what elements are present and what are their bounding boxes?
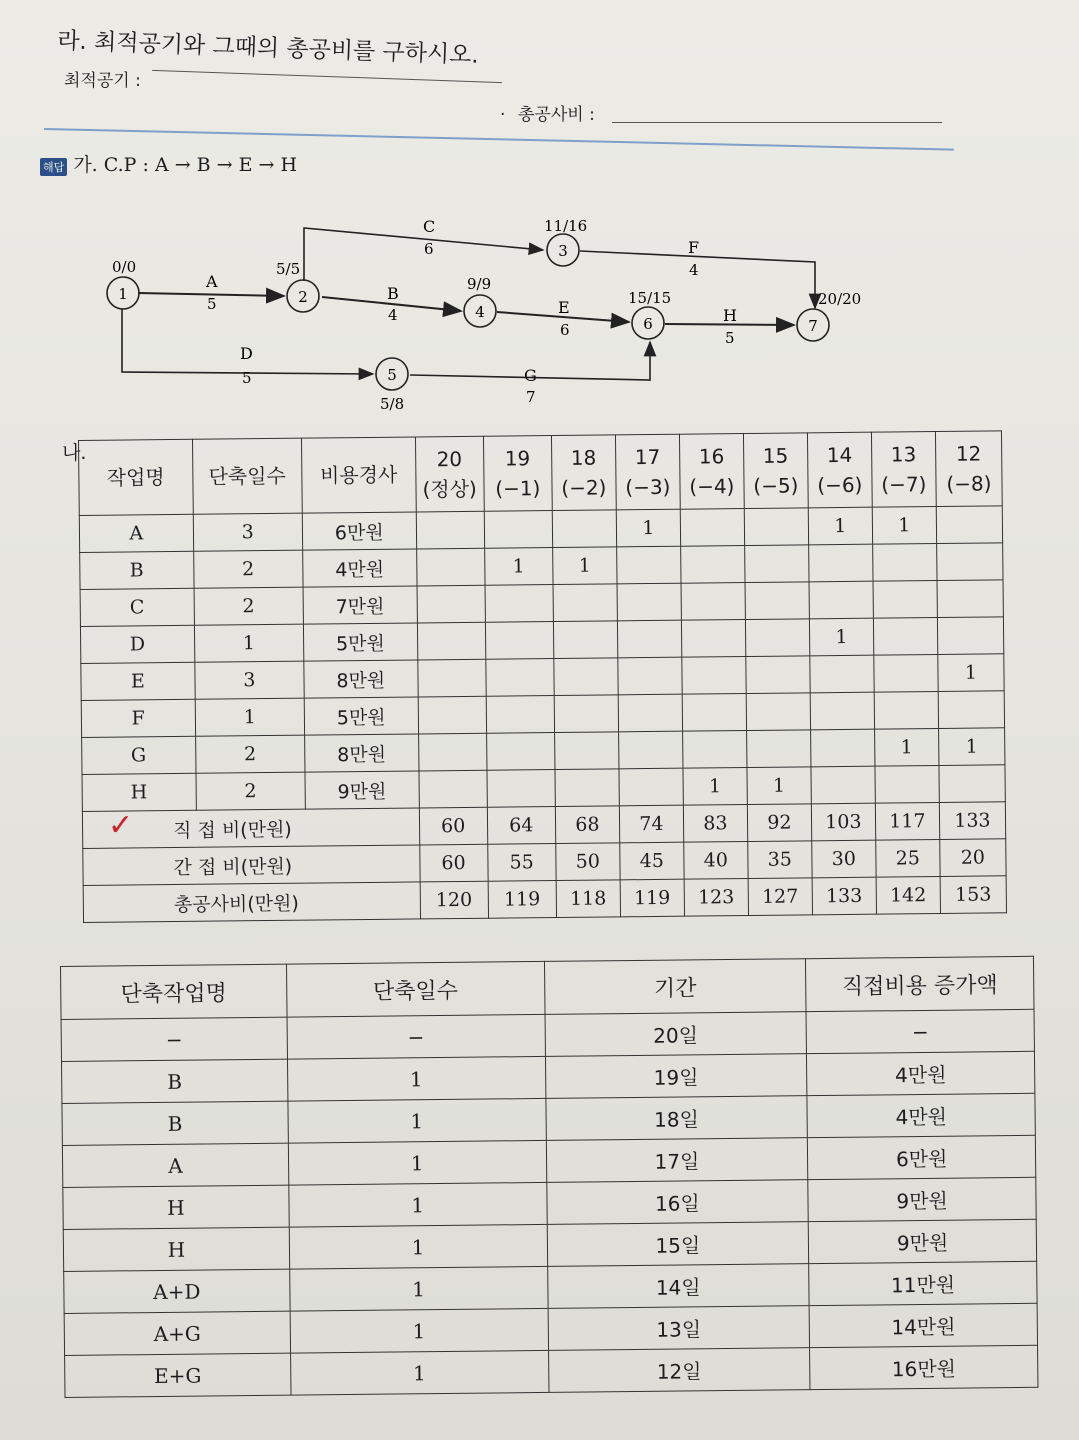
total-value-cell: 118 (556, 880, 620, 918)
crash-mark-cell (873, 618, 937, 656)
crash-task-cell: E+G (65, 1353, 291, 1397)
activity-f-duration: 4 (689, 261, 699, 279)
total-cost-label: 총공사비 : (518, 105, 595, 125)
crash-period-cell: 12일 (548, 1348, 810, 1393)
total-value-cell: 30 (812, 840, 876, 878)
total-value-cell: 64 (487, 807, 556, 845)
crash-period-cell: 17일 (546, 1138, 808, 1183)
crash-task-cell: B (62, 1101, 288, 1145)
crash-mark-cell (416, 511, 485, 549)
crash-mark-cell (484, 511, 553, 549)
crash-mark-cell (745, 582, 809, 620)
crash-days-cell: 2 (193, 550, 303, 588)
crash-task-cell: H (63, 1185, 289, 1229)
crash-task-cell: A+D (64, 1269, 290, 1313)
crash-mark-cell (417, 585, 486, 623)
total-value-cell: 60 (419, 807, 488, 845)
task-name-cell: E (81, 662, 195, 700)
crash-mark-cell (682, 657, 746, 695)
crash-mark-cell (746, 693, 810, 731)
crash-increase-cell: − (806, 1009, 1034, 1053)
node-3 (547, 234, 579, 266)
activity-g-duration: 7 (526, 388, 536, 406)
crash-days-cell: 1 (290, 1308, 548, 1353)
critical-path-text: C.P : A → B → E → H (103, 154, 298, 176)
crash-mark-cell (619, 768, 683, 806)
cost-slope-cell: 4만원 (303, 549, 417, 587)
network-diagram (0, 0, 1079, 430)
crash-task-cell: − (61, 1017, 287, 1061)
crash-mark-cell (937, 580, 1004, 618)
crash-mark-cell (744, 508, 808, 546)
crash-mark-cell: 1 (484, 548, 553, 586)
header-duration: 20 (정상) (415, 436, 484, 512)
crash-increase-cell: 16만원 (810, 1345, 1038, 1389)
crash-mark-cell (872, 544, 936, 582)
cost-table-header (79, 431, 1003, 516)
crash-mark-cell (554, 732, 618, 770)
total-row-label: 총공사비(만원) (83, 882, 420, 923)
crash-mark-cell (681, 620, 745, 658)
crash-mark-cell (617, 620, 681, 658)
node-6 (632, 307, 664, 339)
part-b-label: 나. (62, 442, 87, 464)
crash-mark-cell: 1 (872, 507, 936, 545)
crash-increase-cell: 11만원 (809, 1261, 1037, 1305)
activity-h-name: H (723, 306, 737, 325)
crash-mark-cell (681, 583, 745, 621)
cost-slope-cell: 8만원 (305, 734, 419, 772)
node-7 (797, 309, 829, 341)
total-value-cell: 40 (684, 842, 748, 880)
svg-text:4: 4 (475, 303, 485, 321)
edge-f (580, 251, 815, 308)
crash-mark-cell (555, 769, 619, 807)
crash-period-cell: 16일 (546, 1180, 808, 1225)
crash-days-cell: 1 (289, 1266, 547, 1311)
crash-period-cell: 19일 (545, 1054, 807, 1099)
crash-mark-cell (745, 619, 809, 657)
crash-mark-cell (937, 617, 1004, 655)
crash-days-cell: 2 (196, 772, 306, 810)
crash-increase-cell: 4만원 (807, 1093, 1035, 1137)
crash-mark-cell (808, 544, 872, 582)
total-row-label: 간 접 비(만원) (83, 845, 420, 886)
crash-days-cell: 2 (194, 587, 304, 625)
crash-mark-cell (554, 695, 618, 733)
crash-mark-cell (810, 729, 874, 767)
crash-mark-cell (419, 770, 488, 808)
svg-text:5: 5 (387, 366, 397, 384)
node-2-time: 5/5 (276, 260, 301, 278)
header-crash-task: 단축작업명 (61, 964, 287, 1019)
crash-mark-cell: 1 (808, 507, 872, 545)
header-duration: 17 (−3) (615, 434, 680, 510)
cost-slope-cell: 5만원 (304, 697, 418, 735)
crash-days-cell: 1 (195, 698, 305, 736)
activity-c-name: C (423, 217, 436, 236)
crash-days-cell: 3 (194, 661, 304, 699)
crash-mark-cell (487, 770, 556, 808)
crash-mark-cell (616, 546, 680, 584)
crash-period-cell: 14일 (547, 1264, 809, 1309)
crash-mark-cell (486, 696, 555, 734)
crash-mark-cell: 1 (683, 768, 747, 806)
crash-mark-cell (485, 622, 554, 660)
crash-increase-cell: 9만원 (808, 1177, 1036, 1221)
svg-text:3: 3 (558, 242, 568, 260)
cost-slope-cell: 5만원 (303, 623, 417, 661)
crash-mark-cell (938, 691, 1005, 729)
optimal-period-label: 최적공기 : (64, 71, 141, 91)
period-dot: . (500, 100, 506, 120)
total-value-cell: 25 (876, 839, 940, 877)
check-mark: ✓ (108, 808, 134, 843)
crash-days-cell: − (287, 1014, 545, 1059)
crash-days-cell: 1 (289, 1224, 547, 1269)
total-value-cell: 20 (940, 839, 1007, 877)
cost-slope-cell: 7만원 (303, 586, 417, 624)
crash-mark-cell (746, 730, 810, 768)
task-name-cell: A (79, 514, 193, 552)
total-value-cell: 123 (684, 879, 748, 917)
total-value-cell: 127 (748, 878, 812, 916)
crash-task-cell: H (63, 1227, 289, 1271)
crash-increase-cell: 14만원 (809, 1303, 1037, 1347)
crash-period-cell: 18일 (545, 1096, 807, 1141)
total-value-cell: 103 (811, 803, 875, 841)
activity-g-name: G (524, 366, 537, 385)
crash-mark-cell (810, 655, 874, 693)
header-duration: 18 (−2) (551, 435, 616, 511)
header-task: 작업명 (79, 439, 193, 515)
crash-mark-cell (418, 696, 487, 734)
header-slope: 비용경사 (301, 437, 415, 513)
crash-mark-cell (485, 585, 554, 623)
crash-period-cell: 20일 (545, 1012, 807, 1057)
crash-mark-cell (486, 659, 555, 697)
crash-mark-cell (682, 694, 746, 732)
crash-mark-cell (617, 583, 681, 621)
node-4-time: 9/9 (467, 275, 492, 293)
node-3-time: 11/16 (544, 217, 588, 235)
total-value-cell: 45 (620, 842, 684, 880)
crash-mark-cell (874, 692, 938, 730)
part-a-label: 가. (73, 154, 98, 176)
task-name-cell: B (80, 551, 194, 589)
task-name-cell: H (82, 773, 196, 811)
cost-slope-table (78, 430, 1007, 923)
crash-period-cell: 15일 (547, 1222, 809, 1267)
total-value-cell: 92 (747, 804, 811, 842)
crash-mark-cell (746, 656, 810, 694)
header-duration: 14 (−6) (807, 432, 872, 508)
crash-sequence-table (60, 956, 1038, 1398)
activity-e-duration: 6 (560, 321, 570, 339)
total-value-cell: 153 (940, 876, 1007, 914)
crash-mark-cell: 1 (552, 547, 616, 585)
crash-mark-cell (682, 731, 746, 769)
total-value-cell: 119 (488, 881, 557, 919)
crash-increase-cell: 6만원 (808, 1135, 1036, 1179)
crash-mark-cell: 1 (874, 729, 938, 767)
header-duration: 13 (−7) (871, 432, 936, 508)
total-value-cell: 68 (555, 806, 619, 844)
svg-text:2: 2 (298, 288, 308, 306)
header-days: 단축일수 (192, 438, 302, 514)
activity-f-name: F (688, 238, 700, 257)
crash-row (65, 1345, 1038, 1397)
total-value-cell: 142 (876, 876, 940, 914)
crash-mark-cell (553, 621, 617, 659)
cost-slope-cell: 6만원 (302, 512, 416, 550)
total-value-cell: 60 (419, 844, 488, 882)
node-2 (287, 280, 319, 312)
task-name-cell: G (82, 736, 196, 774)
node-1 (107, 277, 139, 309)
activity-a-name: A (206, 272, 218, 291)
crash-days-cell: 1 (289, 1182, 547, 1227)
crash-mark-cell (416, 548, 485, 586)
crash-mark-cell (744, 545, 808, 583)
crash-mark-cell (553, 584, 617, 622)
crash-mark-cell (874, 655, 938, 693)
node-4 (464, 295, 496, 327)
crash-mark-cell (618, 657, 682, 695)
crash-mark-cell: 1 (938, 728, 1005, 766)
node-6-time: 15/15 (628, 289, 672, 307)
crash-increase-cell: 9만원 (808, 1219, 1036, 1263)
crash-mark-cell (417, 659, 486, 697)
crash-mark-cell (618, 731, 682, 769)
svg-text:6: 6 (643, 315, 653, 333)
crash-mark-cell (875, 766, 939, 804)
cost-slope-cell: 8만원 (304, 660, 418, 698)
crash-mark-cell: 1 (938, 654, 1005, 692)
crash-mark-cell: 1 (616, 509, 680, 547)
activity-h-duration: 5 (725, 329, 735, 347)
crash-mark-cell (873, 581, 937, 619)
node-5-time: 5/8 (380, 395, 405, 413)
svg-text:7: 7 (808, 317, 818, 335)
crash-increase-cell: 4만원 (807, 1051, 1035, 1095)
edge-d (122, 309, 373, 374)
crash-mark-cell (554, 658, 618, 696)
header-duration: 15 (−5) (743, 433, 808, 509)
crash-mark-cell (418, 733, 487, 771)
total-value-cell: 74 (619, 805, 683, 843)
crash-mark-cell (552, 510, 616, 548)
crash-days-cell: 1 (287, 1056, 545, 1101)
crash-period-cell: 13일 (548, 1306, 810, 1351)
crash-mark-cell: 1 (747, 767, 811, 805)
task-name-cell: D (80, 625, 194, 663)
cost-slope-cell: 9만원 (305, 771, 419, 809)
crash-mark-cell (680, 509, 744, 547)
crash-days-cell: 1 (290, 1350, 548, 1395)
total-value-cell: 117 (875, 803, 939, 841)
node-1-time: 0/0 (112, 258, 137, 276)
crash-days-cell: 1 (194, 624, 304, 662)
total-row-label: 직 접 비(만원) (82, 808, 419, 849)
crash-task-cell: A (62, 1143, 288, 1187)
crash-mark-cell (680, 546, 744, 584)
crash-task-cell: B (62, 1059, 288, 1103)
question-title: 라. 최적공기와 그때의 총공비를 구하시오. (56, 27, 480, 69)
activity-b-duration: 4 (388, 306, 398, 324)
crash-days-cell: 1 (288, 1140, 546, 1185)
total-value-cell: 83 (683, 805, 747, 843)
header-duration: 19 (−1) (483, 436, 552, 512)
total-value-cell: 50 (556, 843, 620, 881)
total-value-cell: 133 (939, 802, 1006, 840)
total-value-cell: 55 (487, 844, 556, 882)
crash-mark-cell (486, 733, 555, 771)
activity-c-duration: 6 (424, 240, 434, 258)
header-crash-period: 기간 (544, 959, 806, 1015)
total-value-cell: 119 (620, 879, 684, 917)
activity-d-duration: 5 (242, 369, 252, 387)
node-7-time: 20/20 (818, 290, 862, 308)
total-value-cell: 35 (748, 841, 812, 879)
crash-mark-cell (618, 694, 682, 732)
node-5 (376, 358, 408, 390)
header-crash-increase: 직접비용 증가액 (806, 956, 1034, 1011)
crash-days-cell: 3 (193, 513, 303, 551)
crash-mark-cell (417, 622, 486, 660)
activity-a-duration: 5 (207, 295, 217, 313)
total-value-cell: 133 (812, 877, 876, 915)
activity-e-name: E (558, 298, 570, 317)
crash-mark-cell (810, 692, 874, 730)
crash-mark-cell (811, 766, 875, 804)
crash-mark-cell (939, 765, 1006, 803)
svg-text:1: 1 (118, 285, 128, 303)
activity-d-name: D (240, 344, 253, 363)
crash-mark-cell (809, 581, 873, 619)
crash-mark-cell (936, 543, 1003, 581)
crash-days-cell: 1 (288, 1098, 546, 1143)
header-crash-days: 단축일수 (286, 961, 544, 1017)
total-value-cell: 120 (420, 881, 489, 919)
activity-b-name: B (387, 284, 399, 303)
crash-mark-cell: 1 (809, 618, 873, 656)
header-duration: 16 (−4) (679, 434, 744, 510)
crash-task-cell: A+G (64, 1311, 290, 1355)
header-duration: 12 (−8) (935, 431, 1002, 507)
task-name-cell: F (81, 699, 195, 737)
crash-days-cell: 2 (195, 735, 305, 773)
task-name-cell: C (80, 588, 194, 626)
crash-mark-cell (936, 506, 1003, 544)
answer-badge: 해답 (40, 158, 67, 176)
